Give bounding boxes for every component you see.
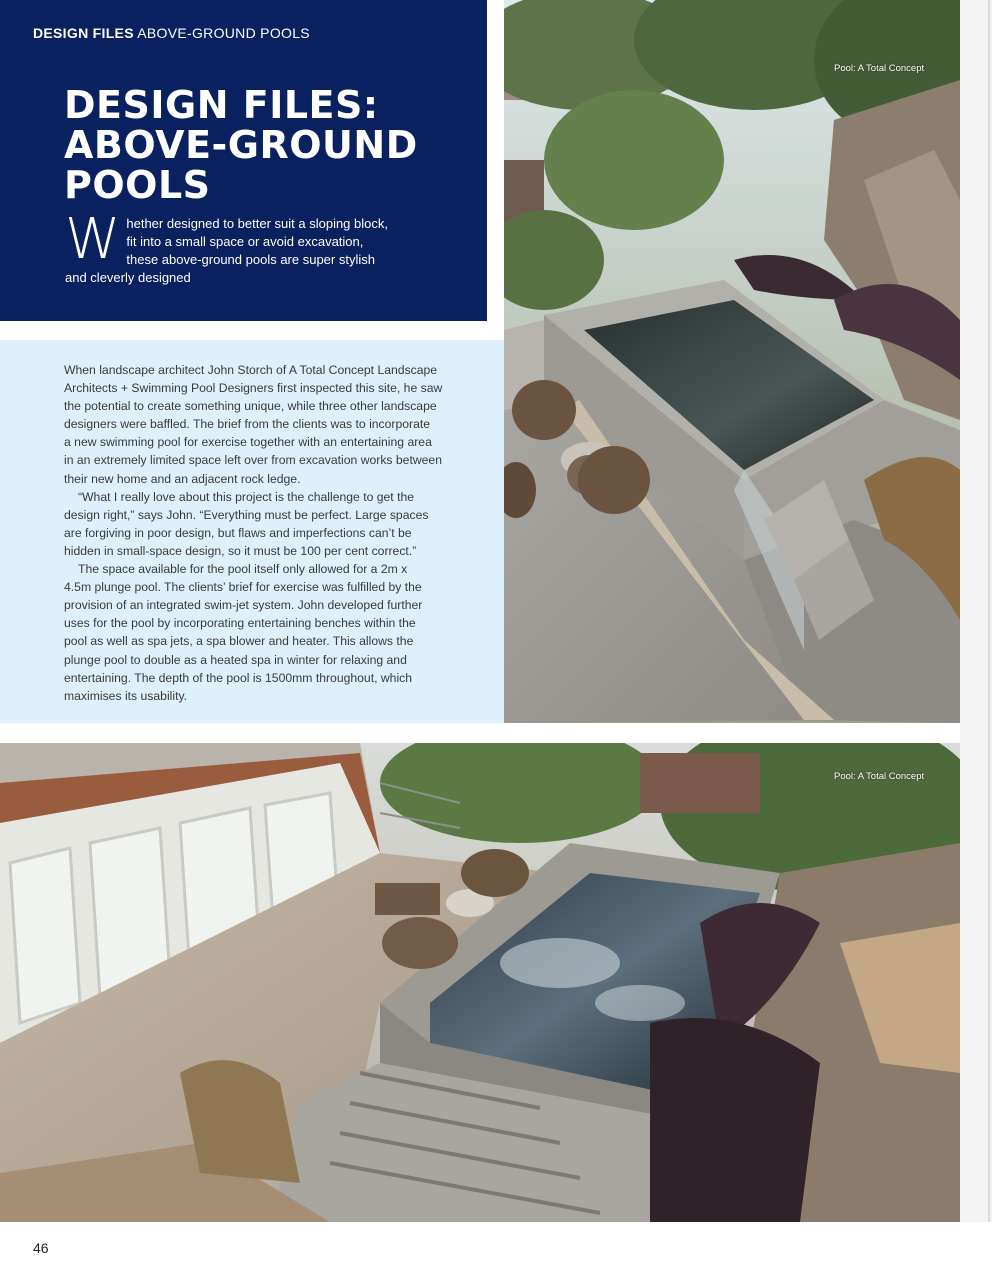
title-line: DESIGN FILES: [64, 83, 379, 127]
body-line: pool as well as spa jets, a spa blower and heater. This allows the [64, 634, 414, 649]
intro-line: these above-ground pools are super stylish [126, 252, 375, 267]
photo-credit-top: Pool: A Total Concept [834, 63, 925, 74]
section-tag-light: ABOVE-GROUND POOLS [137, 25, 310, 41]
body-line: designers were baffled. The brief from the clients was to incorporate [64, 417, 431, 432]
body-line: 4.5m plunge pool. The clients’ brief for exercise was fulfilled by the [64, 580, 422, 595]
intro-line: fit into a small space or avoid excavation, [126, 234, 364, 249]
page-divider [988, 0, 990, 1222]
body-line: a new swimming pool for exercise together with an entertaining area [64, 435, 432, 450]
page-number: 46 [33, 1240, 49, 1256]
body-line: maximises its usability. [64, 688, 188, 703]
drop-cap: W [65, 207, 121, 272]
body-line: When landscape architect John Storch of A Total Concept Landscape [64, 363, 438, 377]
title-line: ABOVE-GROUND [64, 123, 418, 167]
body-line: the potential to create something unique, while three other landscape [64, 399, 437, 414]
title-line: POOLS [64, 163, 211, 207]
body-line: in an extremely limited space left over from excavation works between [64, 453, 442, 468]
article-body [64, 361, 474, 705]
body-line: “What I really love about this project is the challenge to get the [78, 489, 415, 504]
body-line: provision of an integrated swim-jet system. John developed further [64, 598, 423, 613]
body-line: The space available for the pool itself only allowed for a 2m x [78, 562, 408, 577]
body-line: entertaining. The depth of the pool is 1500mm throughout, which [64, 670, 413, 685]
body-line: their new home and an adjacent rock ledge. [64, 471, 301, 486]
pool-photo-bottom [0, 743, 960, 1222]
section-tag-bold: DESIGN FILES [33, 25, 134, 41]
body-line: uses for the pool by incorporating entertaining benches within the [64, 616, 416, 631]
body-line: hidden in small-space design, so it must be 100 per cent correct.” [64, 543, 417, 558]
photo-credit-bottom: Pool: A Total Concept [834, 771, 925, 782]
title-panel [0, 0, 487, 321]
intro-text [65, 207, 425, 287]
body-line: plunge pool to double as a heated spa in winter for relaxing and [64, 652, 407, 667]
intro-line: and cleverly designed [65, 270, 191, 285]
body-line: Architects + Swimming Pool Designers first inspected this site, he saw [64, 381, 443, 396]
pool-photo-bottom-illustration [0, 743, 960, 1222]
body-line: are forgiving in poor design, but flaws and imperfections can’t be [64, 525, 412, 540]
pool-photo-top [504, 0, 960, 723]
page-title [64, 85, 418, 205]
section-tag [33, 25, 310, 41]
body-line: design right,” says John. “Everything must be perfect. Large spaces [64, 507, 429, 522]
intro-line: hether designed to better suit a sloping block, [126, 216, 388, 231]
pool-photo-top-illustration [504, 0, 960, 723]
